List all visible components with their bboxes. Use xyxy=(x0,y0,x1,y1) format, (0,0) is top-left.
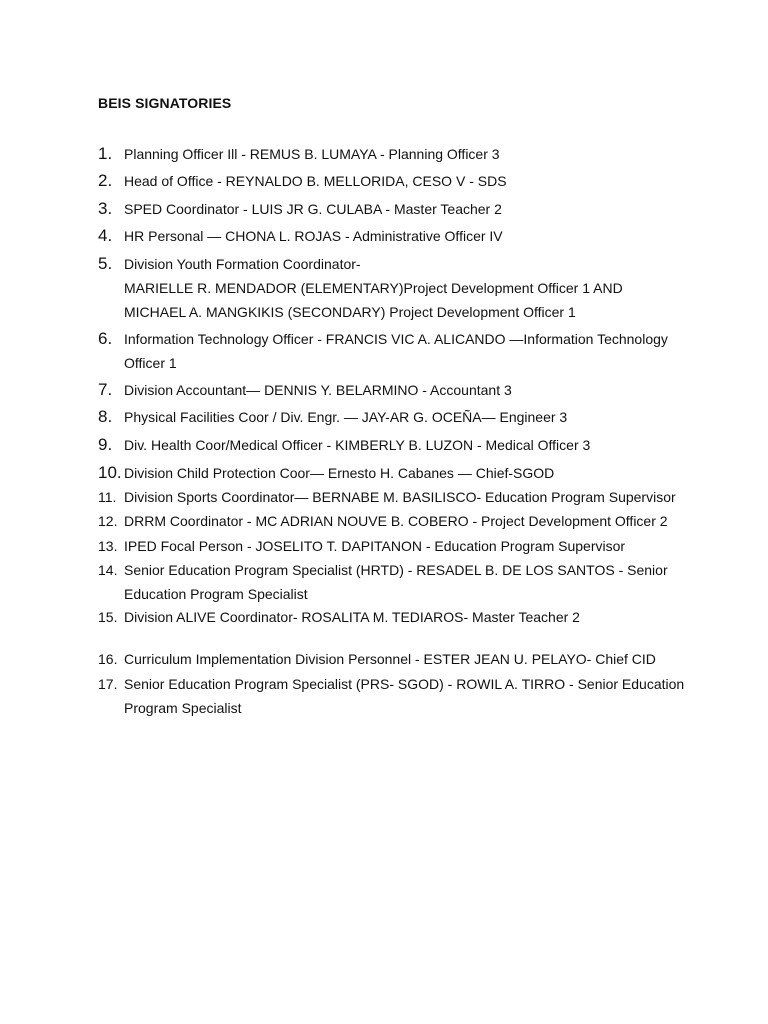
list-item-number: 9. xyxy=(98,435,113,454)
list-item-number: 7. xyxy=(98,380,113,399)
list-item-text: DRRM Coordinator - MC ADRIAN NOUVE B. COBERO - Project Development Officer 2 xyxy=(124,513,668,529)
list-item-number: 5. xyxy=(98,254,113,273)
list-item-text: Physical Facilities Coor / Div. Engr. — JAY-AR G. OCEÑA— Engineer 3 xyxy=(124,409,568,425)
list-item-number: 2. xyxy=(98,171,113,190)
list-item-text: Division Youth Formation Coordinator- MARIELLE R. MENDADOR (ELEMENTARY)Project Development Officer 1 AND MICHAEL A. MANGKIKIS (SECONDARY) Project Development Officer 1 xyxy=(124,256,623,320)
list-item-text: Senior Education Program Specialist (PRS- SGOD) - ROWIL A. TIRRO - Senior Education Program Specialist xyxy=(124,676,685,716)
list-item-text: Div. Health Coor/Medical Officer - KIMBERLY B. LUZON - Medical Officer 3 xyxy=(124,437,591,453)
list-item-number: 14. xyxy=(98,562,118,578)
list-item-number: 11. xyxy=(98,489,117,505)
list-item-text: SPED Coordinator - LUIS JR G. CULABA - Master Teacher 2 xyxy=(124,201,502,217)
list-item-text: IPED Focal Person - JOSELITO T. DAPITANON - Education Program Supervisor xyxy=(124,538,626,554)
list-item-text: Curriculum Implementation Division Personnel - ESTER JEAN U. PELAYO- Chief CID xyxy=(124,651,656,667)
list-item-number: 1. xyxy=(98,144,113,163)
list-item-text: Planning Officer Ill - REMUS B. LUMAYA - Planning Officer 3 xyxy=(124,146,500,162)
list-item-text: Senior Education Program Specialist (HRTD) - RESADEL B. DE LOS SANTOS - Senior Education Program Specialist xyxy=(124,562,668,602)
document-title: BEIS SIGNATORIES xyxy=(98,95,232,111)
list-item-number: 3. xyxy=(98,199,113,218)
list-item-text: Division ALIVE Coordinator- ROSALITA M. TEDIAROS- Master Teacher 2 xyxy=(124,609,580,625)
list-item-number: 13. xyxy=(98,538,118,554)
list-item-number: 12. xyxy=(98,513,118,529)
list-item-number: 15. xyxy=(98,609,118,625)
list-item-text: Information Technology Officer - FRANCIS VIC A. ALICANDO —Information Technology Officer 1 xyxy=(124,331,668,371)
list-item-text: Head of Office - REYNALDO B. MELLORIDA, CESO V - SDS xyxy=(124,173,507,189)
list-item-number: 16. xyxy=(98,651,118,667)
list-item-number: 8. xyxy=(98,407,113,426)
list-item-number: 4. xyxy=(98,226,113,245)
list-item-number: 10. xyxy=(98,463,122,482)
list-item-text: Division Accountant— DENNIS Y. BELARMINO - Accountant 3 xyxy=(124,382,512,398)
list-item-number: 6. xyxy=(98,329,113,348)
list-item-text: Division Sports Coordinator— BERNABE M. BASILISCO- Education Program Supervisor xyxy=(124,489,676,505)
list-item-text: HR Personal — CHONA L. ROJAS - Administrative Officer IV xyxy=(124,228,503,244)
list-item-number: 17. xyxy=(98,676,118,692)
list-item-text: Division Child Protection Coor— Ernesto H. Cabanes — Chief-SGOD xyxy=(124,465,555,481)
